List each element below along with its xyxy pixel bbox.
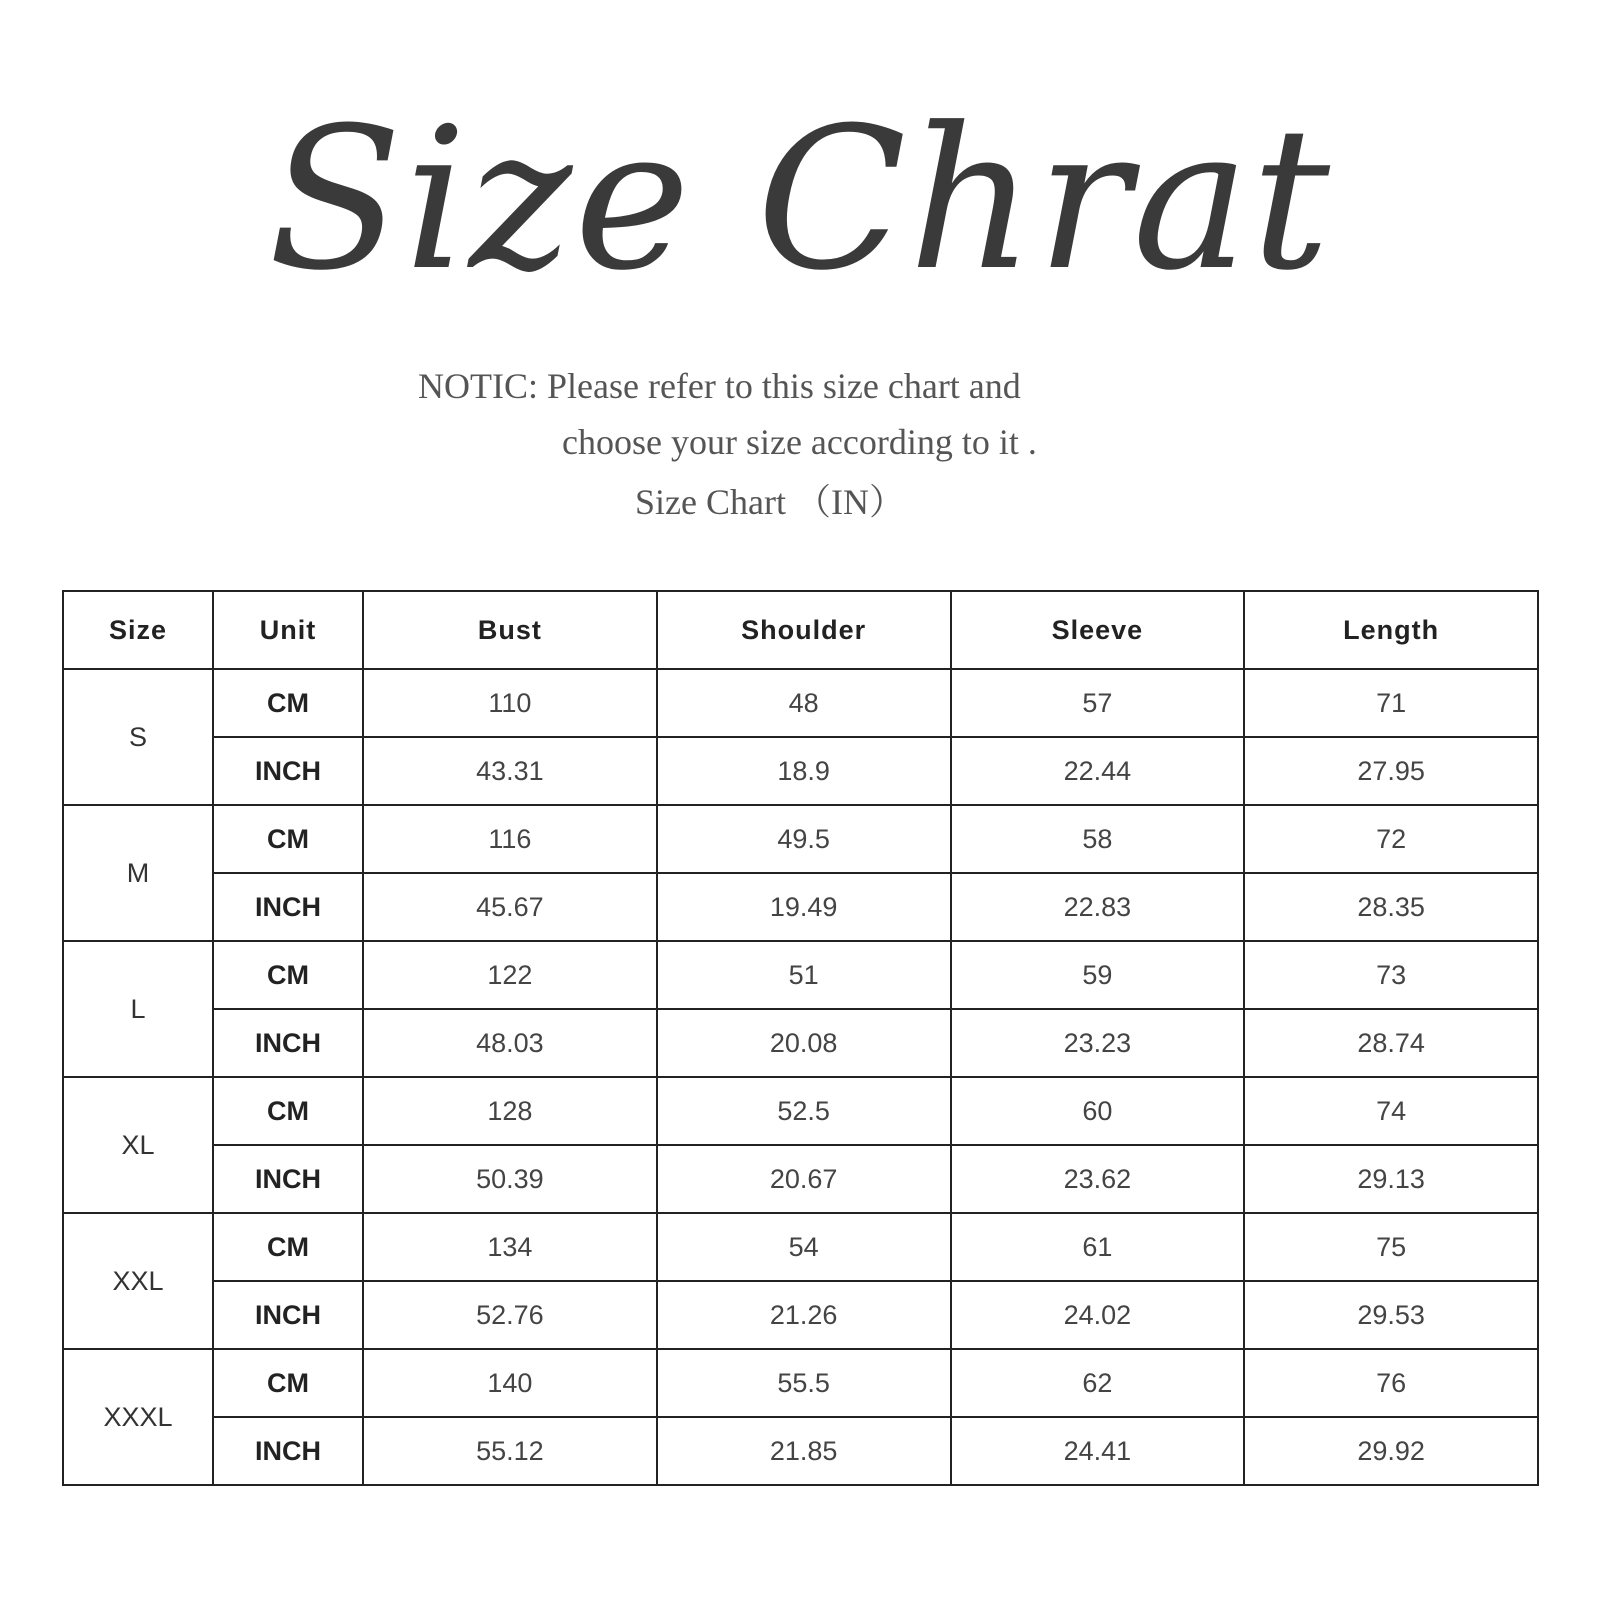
bust-cell: 55.12 <box>363 1417 657 1485</box>
chart-subtitle: Size Chart （IN） <box>635 482 905 522</box>
unit-cell: INCH <box>213 1417 363 1485</box>
table-row <box>63 1349 1538 1417</box>
unit-cell: CM <box>213 669 363 737</box>
unit-cell: CM <box>213 805 363 873</box>
table-row <box>63 1213 1538 1281</box>
unit-cell: CM <box>213 941 363 1009</box>
unit-cell: INCH <box>213 1145 363 1213</box>
size-chart-table <box>62 590 1539 1486</box>
sleeve-cell: 59 <box>951 941 1245 1009</box>
table-row <box>63 1145 1538 1213</box>
table-header-row <box>63 591 1538 669</box>
bust-cell: 128 <box>363 1077 657 1145</box>
header-bust: Bust <box>363 591 657 669</box>
shoulder-cell: 20.67 <box>657 1145 951 1213</box>
table-row <box>63 941 1538 1009</box>
table-row <box>63 1009 1538 1077</box>
unit-cell: INCH <box>213 1009 363 1077</box>
unit-cell: CM <box>213 1077 363 1145</box>
length-cell: 74 <box>1244 1077 1538 1145</box>
bust-cell: 110 <box>363 669 657 737</box>
header-sleeve: Sleeve <box>951 591 1245 669</box>
table-row <box>63 1281 1538 1349</box>
length-cell: 72 <box>1244 805 1538 873</box>
sleeve-cell: 61 <box>951 1213 1245 1281</box>
sleeve-cell: 23.62 <box>951 1145 1245 1213</box>
bust-cell: 45.67 <box>363 873 657 941</box>
shoulder-cell: 55.5 <box>657 1349 951 1417</box>
length-cell: 29.53 <box>1244 1281 1538 1349</box>
table-row <box>63 873 1538 941</box>
length-cell: 28.35 <box>1244 873 1538 941</box>
length-cell: 71 <box>1244 669 1538 737</box>
sleeve-cell: 22.83 <box>951 873 1245 941</box>
bust-cell: 116 <box>363 805 657 873</box>
shoulder-cell: 49.5 <box>657 805 951 873</box>
length-cell: 28.74 <box>1244 1009 1538 1077</box>
sleeve-cell: 57 <box>951 669 1245 737</box>
unit-cell: CM <box>213 1349 363 1417</box>
size-cell: L <box>63 941 213 1077</box>
bust-cell: 140 <box>363 1349 657 1417</box>
table-row <box>63 737 1538 805</box>
shoulder-cell: 21.85 <box>657 1417 951 1485</box>
sleeve-cell: 62 <box>951 1349 1245 1417</box>
size-cell: XXXL <box>63 1349 213 1485</box>
shoulder-cell: 48 <box>657 669 951 737</box>
shoulder-cell: 20.08 <box>657 1009 951 1077</box>
bust-cell: 52.76 <box>363 1281 657 1349</box>
sleeve-cell: 60 <box>951 1077 1245 1145</box>
table-row <box>63 1077 1538 1145</box>
shoulder-cell: 19.49 <box>657 873 951 941</box>
table-row <box>63 669 1538 737</box>
size-cell: M <box>63 805 213 941</box>
bust-cell: 50.39 <box>363 1145 657 1213</box>
length-cell: 75 <box>1244 1213 1538 1281</box>
shoulder-cell: 52.5 <box>657 1077 951 1145</box>
sleeve-cell: 22.44 <box>951 737 1245 805</box>
bust-cell: 48.03 <box>363 1009 657 1077</box>
length-cell: 27.95 <box>1244 737 1538 805</box>
shoulder-cell: 21.26 <box>657 1281 951 1349</box>
length-cell: 29.92 <box>1244 1417 1538 1485</box>
sleeve-cell: 24.41 <box>951 1417 1245 1485</box>
header-unit: Unit <box>213 591 363 669</box>
sleeve-cell: 58 <box>951 805 1245 873</box>
length-cell: 73 <box>1244 941 1538 1009</box>
header-shoulder: Shoulder <box>657 591 951 669</box>
bust-cell: 134 <box>363 1213 657 1281</box>
sleeve-cell: 23.23 <box>951 1009 1245 1077</box>
unit-cell: INCH <box>213 873 363 941</box>
size-cell: XL <box>63 1077 213 1213</box>
length-cell: 29.13 <box>1244 1145 1538 1213</box>
size-cell: XXL <box>63 1213 213 1349</box>
bust-cell: 43.31 <box>363 737 657 805</box>
bust-cell: 122 <box>363 941 657 1009</box>
header-size: Size <box>63 591 213 669</box>
notice-line-1: NOTIC: Please refer to this size chart and <box>418 366 1021 406</box>
length-cell: 76 <box>1244 1349 1538 1417</box>
unit-cell: INCH <box>213 1281 363 1349</box>
shoulder-cell: 51 <box>657 941 951 1009</box>
shoulder-cell: 54 <box>657 1213 951 1281</box>
shoulder-cell: 18.9 <box>657 737 951 805</box>
sleeve-cell: 24.02 <box>951 1281 1245 1349</box>
unit-cell: INCH <box>213 737 363 805</box>
notice-line-2: choose your size according to it . <box>562 422 1037 462</box>
page-title: Size Chrat <box>267 86 1333 314</box>
table-row <box>63 1417 1538 1485</box>
header-length: Length <box>1244 591 1538 669</box>
size-cell: S <box>63 669 213 805</box>
table-row <box>63 805 1538 873</box>
unit-cell: CM <box>213 1213 363 1281</box>
